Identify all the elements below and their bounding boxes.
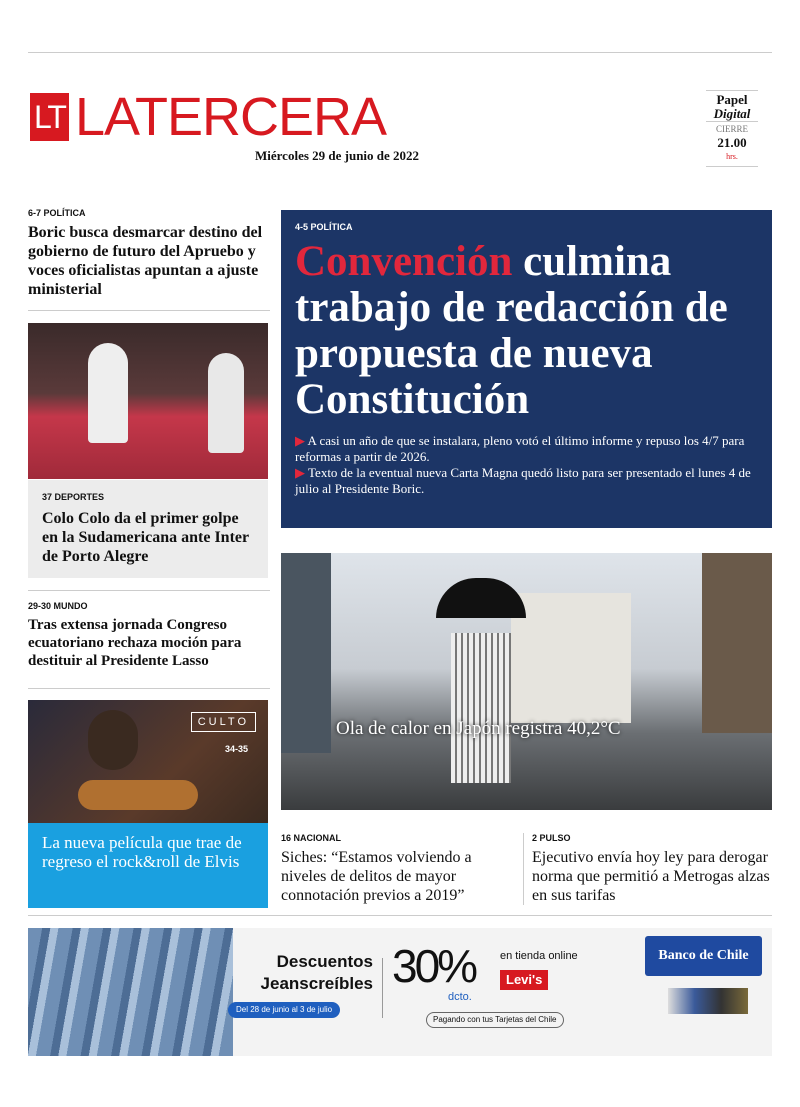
story-kicker: 16 NACIONAL: [281, 833, 342, 843]
triangle-icon: ▶: [295, 433, 308, 448]
lead-highlight: Convención: [295, 238, 513, 285]
story-mundo[interactable]: [28, 601, 270, 670]
story-kicker: 2 PULSO: [532, 833, 571, 843]
lead-headline-rest: culmina trabajo de redacción de propuesta de nueva Constitución: [295, 238, 728, 423]
story-nacional[interactable]: [281, 833, 519, 905]
lead-kicker: 4-5 POLÍTICA: [295, 222, 353, 232]
ad-dates: Del 28 de junio al 3 de julio: [228, 1002, 340, 1018]
lead-bullet: ▶ A casi un año de que se instalara, pleno votó el último informe y repuso los 4/7 para reformas a partir de 2026.: [295, 433, 745, 464]
digital-label: Digital: [706, 107, 758, 122]
story-headline[interactable]: Tras extensa jornada Congreso ecuatoriano rechaza moción para destituir al Presidente Lasso: [28, 617, 242, 669]
levis-logo: Levi's: [500, 970, 548, 990]
story-headline[interactable]: Ejecutivo envía hoy ley para derogar norma que permitió a Metrogas alzas en sus tarifas: [532, 849, 770, 904]
ad-pay: Pagando con tus Tarjetas del Chile: [426, 1012, 564, 1028]
cierre-time: 21.00: [717, 135, 747, 150]
cierre-label: CIERRE: [715, 124, 748, 134]
issue-date: Miércoles 29 de junio de 2022: [255, 148, 420, 163]
papel-label: Papel: [716, 92, 748, 107]
bank-logo: Banco de Chile: [645, 936, 762, 976]
story-pulso[interactable]: [532, 833, 774, 905]
papel-digital-box[interactable]: [706, 90, 758, 167]
top-rule: [28, 52, 772, 53]
ad-title-2: Jeanscreíbles: [260, 974, 373, 993]
lead-story[interactable]: [281, 210, 772, 528]
story-headline[interactable]: Siches: “Estamos volviendo a niveles de delitos de mayor connotación previos a 2019”: [281, 849, 472, 904]
ad-online: en tienda online: [500, 950, 578, 962]
japan-heat-photo: [281, 553, 772, 810]
elvis-photo: [28, 700, 268, 823]
logo[interactable]: [30, 87, 387, 147]
ad-percent: 30%: [392, 940, 476, 992]
lead-bullet: ▶ Texto de la eventual nueva Carta Magna quedó listo para ser presentado el lunes 4 de julio al Presidente Boric.: [295, 465, 751, 496]
culto-pages: 34-35: [224, 744, 248, 754]
logo-mark: LT: [30, 93, 69, 141]
cards-image: [668, 988, 748, 1014]
lead-bullets: [295, 433, 758, 497]
triangle-icon: ▶: [295, 465, 309, 480]
ad-dcto: dcto.: [448, 991, 472, 1003]
lead-headline[interactable]: [295, 239, 758, 423]
photo-caption: Ola de calor en Japón registra 40,2°C: [336, 718, 621, 739]
story-politica[interactable]: [28, 208, 270, 299]
hrs-label: hrs.: [726, 152, 738, 161]
story-kicker: 6-7 POLÍTICA: [28, 208, 86, 218]
story-headline[interactable]: Boric busca desmarcar destino del gobierno de futuro del Apruebo y voces oficialistas apuntan a ajuste ministerial: [28, 224, 263, 298]
logo-text: LATERCERA: [74, 87, 387, 147]
culto-story[interactable]: [28, 823, 268, 908]
culto-badge: CULTO: [191, 712, 256, 732]
banco-chile-ad[interactable]: [28, 928, 772, 1056]
story-kicker: 37 DEPORTES: [42, 492, 105, 502]
story-deportes[interactable]: [28, 480, 268, 578]
jeans-image: [28, 928, 233, 1056]
story-headline[interactable]: Colo Colo da el primer golpe en la Sudamericana ante Inter de Porto Alegre: [42, 510, 249, 565]
story-kicker: 29-30 MUNDO: [28, 601, 88, 611]
culto-headline[interactable]: La nueva película que trae de regreso el rock&roll de Elvis: [42, 833, 242, 871]
ad-title-1: Descuentos: [276, 952, 373, 971]
football-photo: [28, 323, 268, 479]
